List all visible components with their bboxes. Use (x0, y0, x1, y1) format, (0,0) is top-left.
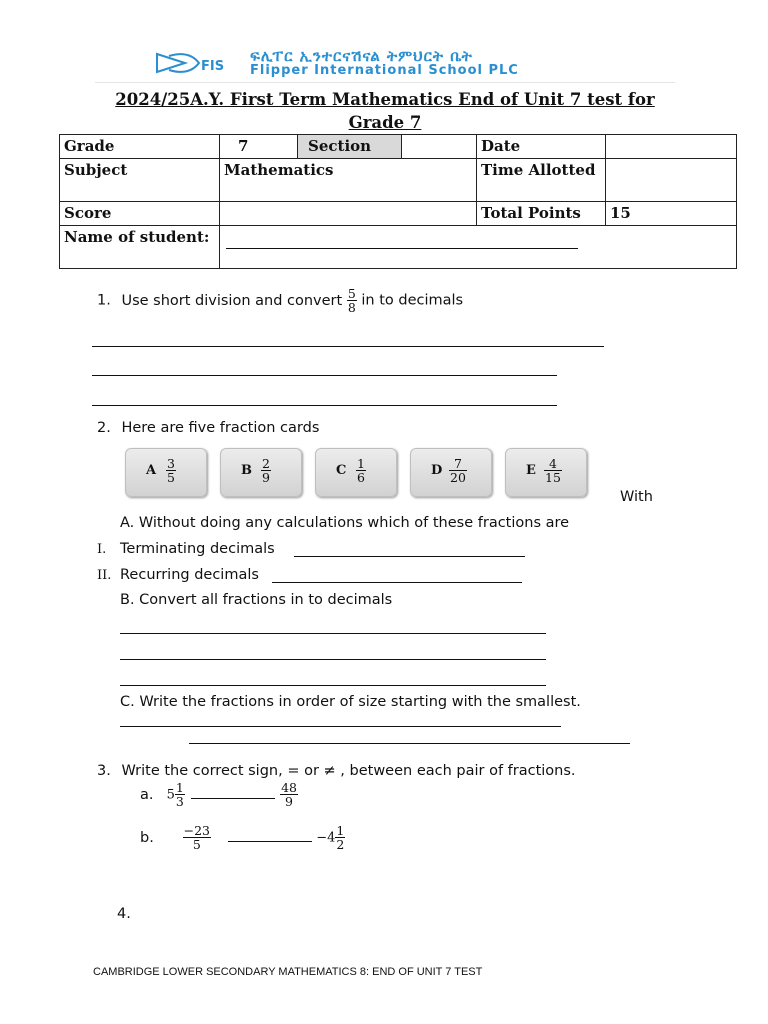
q3b-right-whole: −4 (316, 830, 336, 846)
fraction-card: A $\frac{3}{5}$ (125, 448, 207, 497)
school-name-amharic: ፍሊፐር ኢንተርናሽናል ትምህርት ቤት (250, 47, 473, 65)
logo-text: FIS (201, 59, 225, 74)
answer-line[interactable] (189, 743, 630, 744)
grade-value: 7 (220, 135, 298, 159)
page-footer: CAMBRIDGE LOWER SECONDARY MATHEMATICS 8: END OF UNIT 7 TEST (93, 966, 483, 978)
title-line-1: 2024/25A.Y. First Term Mathematics End of Unit 7 test for (115, 90, 655, 109)
question-4-number: 4. (117, 906, 131, 922)
q3a-right-fraction: $\frac{48}{9}$ (281, 780, 297, 809)
time-allotted-value[interactable] (606, 159, 737, 202)
recurring-answer-line[interactable] (272, 582, 522, 583)
title-line-2: Grade 7 (348, 113, 422, 132)
q3b-fraction: $\frac{-23}{5}$ (183, 823, 210, 852)
fraction-card: B $\frac{2}{9}$ (220, 448, 302, 497)
q3a-whole: 5 (166, 787, 175, 803)
q1-fraction: $\frac{5}{8}$ (347, 286, 356, 315)
subject-label: Subject (60, 159, 220, 202)
fraction-card: E $\frac{4}{15}$ (505, 448, 587, 497)
score-value[interactable] (220, 202, 477, 226)
total-points-label: Total Points (477, 202, 606, 226)
q2-part-a: A. Without doing any calculations which of these fractions are (120, 515, 570, 531)
page-title (60, 88, 710, 134)
section-label: Section (298, 135, 402, 159)
question-3 (97, 763, 576, 779)
grade-label: Grade (60, 135, 220, 159)
q2-part-a-i: I. Terminating decimals (97, 541, 275, 557)
answer-line[interactable] (92, 405, 557, 406)
q1-text-before: Use short division and convert (121, 292, 343, 309)
q2-part-a-ii: II. Recurring decimals (97, 567, 259, 583)
section-value[interactable] (402, 135, 477, 159)
fraction-card: C $\frac{1}{6}$ (315, 448, 397, 497)
answer-line[interactable] (120, 726, 561, 727)
fish-logo-icon (155, 48, 235, 78)
student-name-field[interactable] (220, 226, 737, 269)
answer-line[interactable] (120, 659, 546, 660)
q3b-right-fraction: $\frac{1}{2}$ (336, 823, 345, 852)
score-label: Score (60, 202, 220, 226)
school-name-english: Flipper International School PLC (250, 63, 519, 78)
answer-line[interactable] (120, 633, 546, 634)
q1-text-after: in to decimals (361, 292, 464, 309)
subject-value: Mathematics (220, 159, 477, 202)
q3-number: 3. (97, 763, 111, 779)
q2-intro-text: Here are five fraction cards (121, 420, 320, 436)
total-points-value: 15 (606, 202, 737, 226)
student-info-table (59, 134, 737, 269)
q3a-sign-blank[interactable] (191, 798, 275, 799)
terminating-answer-line[interactable] (294, 556, 525, 557)
q3a-fraction: $\frac{1}{3}$ (175, 780, 184, 809)
q3-part-b: b. $\frac{-23}{5}$ −4 $\frac{1}{2}$ (140, 823, 345, 852)
q2-part-b: B. Convert all fractions in to decimals (120, 592, 393, 608)
answer-line[interactable] (92, 346, 604, 347)
q3-text: Write the correct sign, = or ≠ , between each pair of fractions. (121, 763, 576, 779)
q1-number: 1. (97, 292, 111, 309)
q3-part-a: a. 5 $\frac{1}{3}$ $\frac{48}{9}$ (140, 780, 297, 809)
answer-line[interactable] (120, 685, 546, 686)
q2-number: 2. (97, 420, 111, 436)
school-logo-banner (95, 44, 675, 83)
time-allotted-label: Time Allotted (477, 159, 606, 202)
date-label: Date (477, 135, 606, 159)
q3b-sign-blank[interactable] (228, 841, 312, 842)
fraction-card: D $\frac{7}{20}$ (410, 448, 492, 497)
question-1 (97, 287, 463, 314)
date-value[interactable] (606, 135, 737, 159)
answer-line[interactable] (92, 375, 557, 376)
question-2-intro (97, 420, 319, 436)
student-name-label: Name of student: (60, 226, 220, 269)
q2-part-c: C. Write the fractions in order of size starting with the smallest. (120, 694, 581, 710)
with-text: With (620, 489, 653, 505)
